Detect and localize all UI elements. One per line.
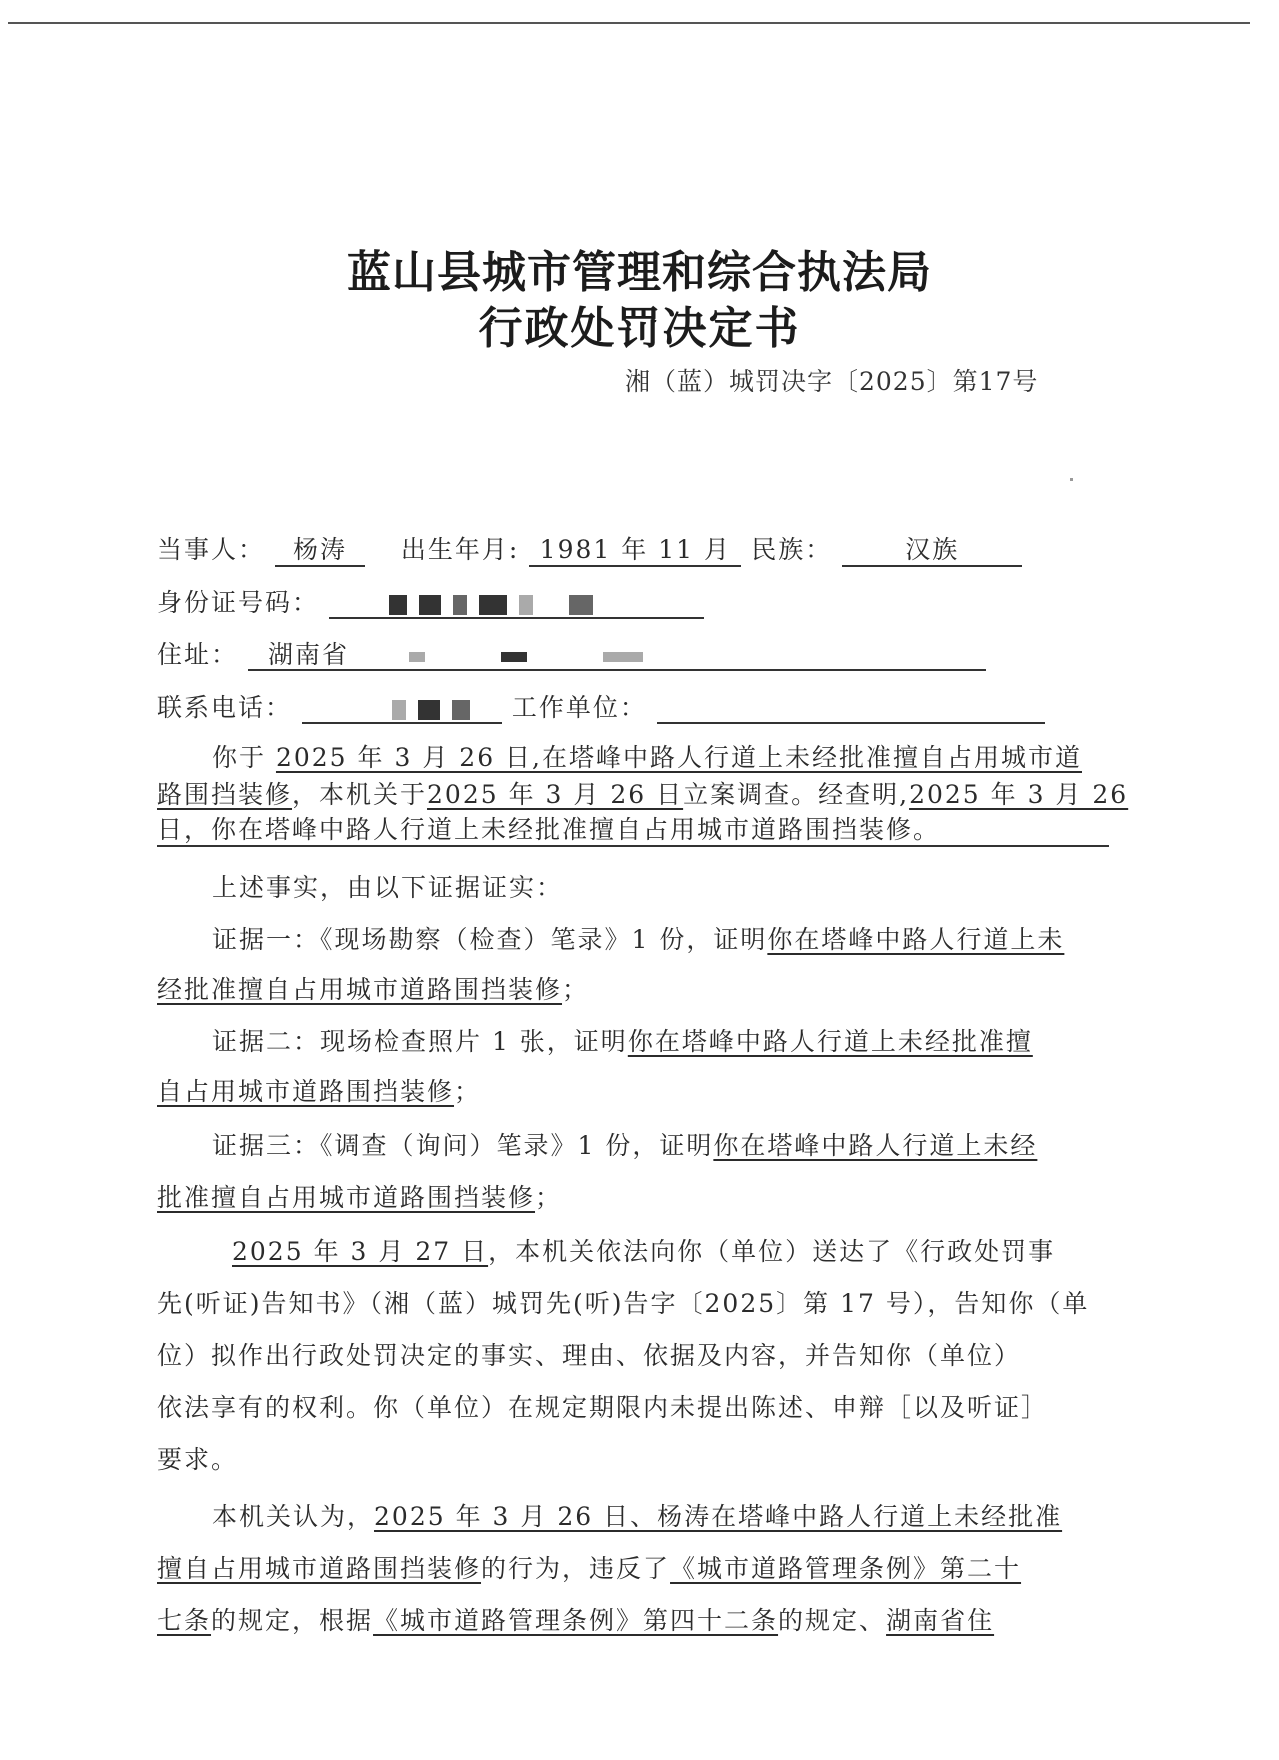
determination-line-3 bbox=[157, 1601, 1117, 1637]
document-title-agency: 蓝山县城市管理和综合执法局 bbox=[347, 247, 932, 298]
evidence-underlined: 经批准擅自占用城市道路围挡装修 bbox=[157, 975, 563, 1004]
address-province: 湖南省 bbox=[267, 640, 349, 669]
finding-date: 2025 年 3 月 26 bbox=[909, 780, 1129, 809]
evidence-3-line-2 bbox=[157, 1178, 1117, 1214]
case-date: 2025 年 3 月 26 日 bbox=[427, 780, 684, 809]
document-title-type: 行政处罚决定书 bbox=[478, 303, 801, 354]
name-label: 当事人： bbox=[157, 535, 266, 564]
party-info-row bbox=[157, 530, 1117, 567]
facts-line-3 bbox=[157, 815, 1117, 847]
evidence-text: ； bbox=[535, 1183, 563, 1212]
facts-text: ，本机关于 bbox=[292, 780, 428, 809]
document-number: 湘（蓝）城罚决字〔2025〕第17号 bbox=[625, 367, 1039, 396]
party-name: 杨涛 bbox=[275, 536, 365, 567]
determination-text: 的行为，违反了 bbox=[481, 1554, 671, 1583]
id-number-redacted bbox=[329, 589, 704, 619]
notice-line-4: 依法享有的权利。你（单位）在规定期限内未提出陈述、申辩［以及听证］ bbox=[157, 1393, 1049, 1422]
penalty-basis: 《城市道路管理条例》第四十二条 bbox=[373, 1606, 779, 1635]
speck-mark bbox=[1070, 478, 1073, 481]
evidence-underlined: 批准擅自占用城市道路围挡装修 bbox=[157, 1183, 536, 1212]
notice-line-3: 位）拟作出行政处罚决定的事实、理由、依据及内容，并告知你（单位） bbox=[157, 1341, 1022, 1370]
determination-line-1 bbox=[212, 1497, 1172, 1533]
determination-underlined: 2025 年 3 月 26 日、杨涛在塔峰中路人行道上未经批准 bbox=[374, 1502, 1063, 1531]
evidence-text: ； bbox=[454, 1077, 482, 1106]
employer-label: 工作单位： bbox=[511, 693, 647, 722]
determination-underlined: 擅自占用城市道路围挡装修 bbox=[157, 1554, 482, 1583]
determination-underlined: 湖南省住 bbox=[886, 1606, 995, 1635]
evidence-text: 证据一：《现场勘察（检查）笔录》1 份，证明 bbox=[212, 925, 768, 954]
address-label: 住址： bbox=[157, 640, 239, 669]
id-label: 身份证号码： bbox=[157, 588, 320, 617]
evidence-underlined: 你在塔峰中路人行道上未经 bbox=[713, 1131, 1038, 1160]
evidence-underlined: 自占用城市道路围挡装修 bbox=[157, 1077, 455, 1106]
address-value bbox=[248, 641, 986, 671]
notice-line-2: 先(听证)告知书》（湘（蓝）城罚先(听)告字〔2025〕第 17 号），告知你（单 bbox=[157, 1289, 1090, 1318]
notice-date: 2025 年 3 月 27 日 bbox=[232, 1237, 489, 1266]
employer-value bbox=[657, 694, 1045, 724]
evidence-text: 证据二：现场检查照片 1 张，证明 bbox=[212, 1027, 628, 1056]
evidence-2-line-2 bbox=[157, 1072, 1117, 1108]
notice-text: ，本机关依法向你（单位）送达了《行政处罚事 bbox=[488, 1237, 1056, 1266]
ethnicity-label: 民族： bbox=[751, 535, 833, 564]
determination-line-2 bbox=[157, 1549, 1117, 1585]
notice-line-5: 要求。 bbox=[157, 1445, 239, 1474]
address-row bbox=[157, 635, 1117, 671]
id-number-row bbox=[157, 583, 1117, 619]
birth-date: 1981 年 11 月 bbox=[529, 536, 741, 567]
facts-line-2 bbox=[157, 775, 1129, 811]
evidence-text: ； bbox=[562, 975, 590, 1004]
evidence-text: 证据三：《调查（询问）笔录》1 份，证明 bbox=[212, 1131, 714, 1160]
violated-article: 七条 bbox=[157, 1606, 212, 1635]
facts-underlined: 2025 年 3 月 26 日,在塔峰中路人行道上未经批准擅自占用城市道 bbox=[275, 743, 1082, 772]
violated-regulation: 《城市道路管理条例》第二十 bbox=[670, 1554, 1022, 1583]
phone-redacted bbox=[302, 694, 502, 724]
facts-text: 立案调查。经查明, bbox=[683, 780, 910, 809]
determination-text: 本机关认为， bbox=[212, 1502, 375, 1531]
evidence-underlined: 你在塔峰中路人行道上未 bbox=[767, 925, 1065, 954]
evidence-underlined: 你在塔峰中路人行道上未经批准擅 bbox=[627, 1027, 1033, 1056]
evidence-1-line-2 bbox=[157, 970, 1117, 1006]
evidence-1-line-1 bbox=[212, 920, 1172, 956]
notice-line-1 bbox=[232, 1232, 1192, 1268]
determination-text: 的规定，根据 bbox=[211, 1606, 374, 1635]
top-border-line bbox=[8, 22, 1250, 24]
facts-underlined: 日，你在塔峰中路人行道上未经批准擅自占用城市道路围挡装修。 bbox=[157, 816, 1109, 847]
ethnicity-value: 汉族 bbox=[842, 536, 1022, 567]
phone-label: 联系电话： bbox=[157, 693, 293, 722]
facts-underlined: 路围挡装修 bbox=[157, 780, 293, 809]
facts-line-1 bbox=[212, 738, 1172, 774]
evidence-intro: 上述事实，由以下证据证实： bbox=[212, 873, 564, 902]
facts-text: 你于 bbox=[212, 743, 267, 772]
contact-row bbox=[157, 688, 1117, 724]
birth-label: 出生年月: bbox=[400, 535, 520, 564]
evidence-3-line-1 bbox=[212, 1126, 1172, 1162]
evidence-2-line-1 bbox=[212, 1022, 1172, 1058]
determination-text: 的规定、 bbox=[778, 1606, 887, 1635]
